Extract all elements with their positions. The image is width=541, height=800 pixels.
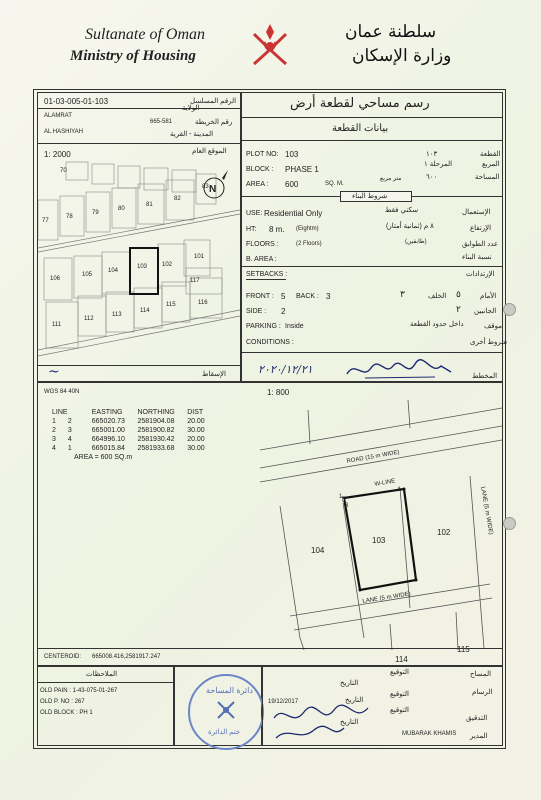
area-ar-value: ٦٠٠ bbox=[426, 174, 438, 181]
area-unit-ar: متر مربع bbox=[380, 176, 402, 182]
svg-text:106: 106 bbox=[50, 276, 61, 282]
setbacks-label: SETBACKS : bbox=[246, 271, 288, 278]
floors-value: (2 Floors) bbox=[296, 241, 322, 247]
side-value-ar: ٢ bbox=[456, 304, 461, 314]
projection-value: WGS 84 40N bbox=[44, 389, 80, 395]
projection-label-ar: الإسقاط bbox=[202, 371, 226, 378]
svg-text:112: 112 bbox=[84, 316, 94, 322]
table-row: 1 2 665020.73 2581904.08 20.00 bbox=[52, 418, 205, 425]
plot-103-label: 103 bbox=[372, 536, 386, 545]
plot-104-label: 104 bbox=[311, 546, 325, 555]
svg-text:117: 117 bbox=[190, 278, 200, 284]
date-label-ar-2: التاريخ bbox=[345, 697, 364, 704]
block-label: BLOCK : bbox=[246, 166, 274, 173]
area-unit: SQ. M. bbox=[325, 181, 344, 187]
surveyor-label-ar: المساح bbox=[470, 671, 492, 678]
block-value: PHASE 1 bbox=[285, 165, 319, 174]
old-block: OLD BLOCK : PH 1 bbox=[40, 710, 93, 716]
corner-4: 4 bbox=[397, 487, 401, 493]
old-pain: OLD PAIN : 1-43-075-01-267 bbox=[40, 688, 118, 694]
plot-drawing bbox=[260, 398, 502, 650]
svg-text:101: 101 bbox=[194, 254, 205, 260]
svg-text:77: 77 bbox=[42, 218, 49, 224]
area-value: 600 bbox=[285, 180, 299, 189]
stamp-line1: دائرة المساحة bbox=[206, 686, 253, 695]
svg-text:78: 78 bbox=[66, 214, 73, 220]
town-value: AL HASHIYAH bbox=[44, 129, 84, 135]
block-ar-label: المربع bbox=[482, 161, 500, 168]
front-label: FRONT : bbox=[246, 293, 274, 300]
wline-label: W-LINE bbox=[374, 478, 396, 488]
area-ar-label: المساحة bbox=[475, 174, 500, 181]
svg-text:104: 104 bbox=[108, 268, 119, 274]
location-label-ar: الموقع العام bbox=[192, 148, 227, 155]
country-name-ar: سلطنة عمان bbox=[345, 22, 437, 42]
svg-text:80: 80 bbox=[118, 206, 125, 212]
plot-102-label: 102 bbox=[437, 528, 451, 537]
map-scale: 1: 800 bbox=[267, 388, 290, 397]
svg-text:70: 70 bbox=[60, 168, 67, 174]
date-label-ar-3: التاريخ bbox=[340, 719, 359, 726]
table-row: 3 4 664996.10 2581930.42 20.00 bbox=[52, 436, 205, 443]
back-value-ar: ٣ bbox=[400, 289, 405, 299]
road-label: ROAD (15 m WIDE) bbox=[346, 449, 401, 465]
side-value: 2 bbox=[281, 307, 286, 316]
parking-value-ar: داخل حدود القطعة bbox=[410, 321, 464, 328]
plot-115-label: 115 bbox=[457, 645, 470, 654]
plot-data-title-ar: بيانات القطعة bbox=[332, 123, 389, 134]
side-label-ar: الجانبين bbox=[474, 308, 497, 315]
parking-value: Inside bbox=[285, 323, 304, 330]
oman-emblem-icon bbox=[244, 20, 296, 72]
serial-label-ar: الرقم المسلسل bbox=[190, 98, 237, 105]
svg-text:116: 116 bbox=[198, 300, 208, 306]
wilayat-label-ar: الولاية bbox=[182, 105, 200, 112]
ministry-name-en: Ministry of Housing bbox=[70, 48, 196, 64]
sign-label-ar-3: التوقيع bbox=[390, 707, 409, 714]
planner-label-ar: المخطط bbox=[472, 373, 498, 380]
binder-hole-icon bbox=[503, 303, 516, 316]
use-label-ar: الإستعمال bbox=[462, 209, 491, 216]
plot-no-ar-label: القطعة bbox=[480, 151, 501, 158]
building-area-label-ar: نسبة البناء bbox=[462, 254, 492, 261]
old-plot-no: OLD P. NO : 267 bbox=[40, 699, 85, 705]
use-value: Residential Only bbox=[264, 209, 323, 218]
floors-label-ar: عدد الطوابق bbox=[462, 241, 499, 248]
svg-text:114: 114 bbox=[140, 308, 150, 314]
survey-stamp bbox=[188, 674, 264, 750]
director-name: MUBARAK KHAMIS bbox=[402, 731, 457, 737]
height-words: (Eightm) bbox=[296, 226, 319, 232]
lane-bottom-label: LANE (5 m WIDE) bbox=[362, 591, 412, 605]
corner-1: 1 bbox=[339, 494, 343, 500]
plot-no-label: PLOT NO: bbox=[246, 151, 279, 158]
parking-label: PARKING : bbox=[246, 323, 281, 330]
svg-text:103: 103 bbox=[137, 264, 148, 270]
conditions-label-ar: شروط أخرى bbox=[470, 339, 508, 346]
floors-label: FLOORS : bbox=[246, 241, 279, 248]
map-number-label-ar: رقم الخريطة bbox=[195, 119, 233, 126]
svg-text:79: 79 bbox=[92, 210, 99, 216]
plot-no-value: 103 bbox=[285, 150, 299, 159]
side-label: SIDE : bbox=[246, 308, 267, 315]
planning-date-handwritten: ٢٠٢٠/١٢/٢١ bbox=[258, 363, 313, 376]
back-label-ar: الخلف bbox=[428, 293, 447, 300]
table-header: EASTING bbox=[91, 409, 123, 416]
table-row: 4 1 665015.84 2581933.68 30.00 bbox=[52, 445, 205, 452]
centeroid-label: CENTEROID: bbox=[44, 654, 82, 660]
height-value-ar: ٨ م (ثمانية أمتار) bbox=[386, 223, 434, 230]
director-label-ar: المدير bbox=[470, 733, 488, 740]
front-value-ar: ٥ bbox=[456, 289, 461, 299]
corner-2: 2 bbox=[341, 499, 345, 505]
wilayat-value: ALAMRAT bbox=[44, 113, 72, 119]
map-number: 665-581 bbox=[150, 119, 173, 125]
use-value-ar: سكني فقط bbox=[385, 207, 419, 214]
town-label-ar: المدينة - القرية bbox=[170, 131, 214, 138]
svg-text:102: 102 bbox=[162, 262, 173, 268]
parking-label-ar: موقف bbox=[484, 323, 502, 330]
setbacks-label-ar: الإرتدادات bbox=[466, 271, 495, 278]
stamp-line2: ختم الدائرة bbox=[208, 729, 241, 736]
date-label-ar: التاريخ bbox=[340, 680, 359, 687]
area-label: AREA : bbox=[246, 181, 269, 188]
drawer-label-ar: الرسام bbox=[472, 689, 493, 696]
planner-signature bbox=[345, 358, 455, 382]
block-ar-value: المرحلة ١ bbox=[424, 161, 453, 168]
sign-label-ar-2: التوقيع bbox=[390, 691, 409, 698]
building-conditions-title-ar: شروط البناء bbox=[352, 193, 388, 200]
notes-title-ar: الملاحظات bbox=[86, 671, 118, 678]
checker-label-ar: التدقيق bbox=[466, 715, 488, 722]
height-value: 8 m. bbox=[269, 225, 285, 234]
svg-text:113: 113 bbox=[112, 312, 122, 318]
svg-text:83: 83 bbox=[202, 184, 209, 190]
projection-signature: ~ bbox=[48, 364, 60, 380]
plot-114-label: 114 bbox=[395, 655, 408, 664]
table-header: LINE bbox=[52, 409, 68, 416]
centeroid-value: 665008.416,2581917.247 bbox=[92, 654, 161, 660]
lane-right-label: LANE (5 m WIDE) bbox=[479, 486, 494, 536]
corner-3: 3 bbox=[345, 503, 349, 509]
table-header: DIST bbox=[187, 409, 204, 416]
document-title-ar: رسم مساحي لقطعة أرض bbox=[290, 96, 430, 111]
height-label: HT: bbox=[246, 226, 257, 233]
back-value: 3 bbox=[326, 292, 331, 301]
svg-text:82: 82 bbox=[174, 196, 181, 202]
director-signature bbox=[270, 700, 390, 744]
svg-text:N: N bbox=[209, 184, 217, 195]
back-label: BACK : bbox=[296, 293, 319, 300]
sign-label-ar: التوقيع bbox=[390, 669, 409, 676]
svg-text:111: 111 bbox=[52, 322, 62, 328]
front-label-ar: الأمام bbox=[480, 293, 497, 300]
height-label-ar: الإرتفاع bbox=[470, 225, 492, 232]
location-scale: 1: 2000 bbox=[44, 150, 71, 159]
coordinate-table bbox=[52, 408, 217, 462]
stamp-emblem-icon bbox=[214, 698, 238, 722]
building-area-label: B. AREA : bbox=[246, 256, 277, 263]
svg-text:115: 115 bbox=[166, 302, 176, 308]
location-map bbox=[38, 160, 240, 366]
plot-no-ar-value: ١٠٣ bbox=[426, 151, 438, 158]
floors-value-ar: (طابقين) bbox=[405, 239, 427, 245]
front-value: 5 bbox=[281, 292, 286, 301]
serial-number: 01-03-005-01-103 bbox=[44, 97, 109, 106]
sign-date: 19/12/2017 bbox=[268, 699, 299, 705]
country-name-en: Sultanate of Oman bbox=[85, 26, 205, 43]
ministry-name-ar: وزارة الإسكان bbox=[352, 46, 452, 66]
use-label: USE: bbox=[246, 210, 263, 217]
table-header: NORTHING bbox=[137, 409, 175, 416]
table-row: 2 3 665001.00 2581900.82 30.00 bbox=[52, 427, 205, 434]
svg-text:105: 105 bbox=[82, 272, 93, 278]
binder-hole-icon bbox=[503, 517, 516, 530]
area-summary: AREA = 600 SQ.m bbox=[74, 454, 133, 461]
svg-text:81: 81 bbox=[146, 202, 153, 208]
conditions-label: CONDITIONS : bbox=[246, 339, 294, 346]
